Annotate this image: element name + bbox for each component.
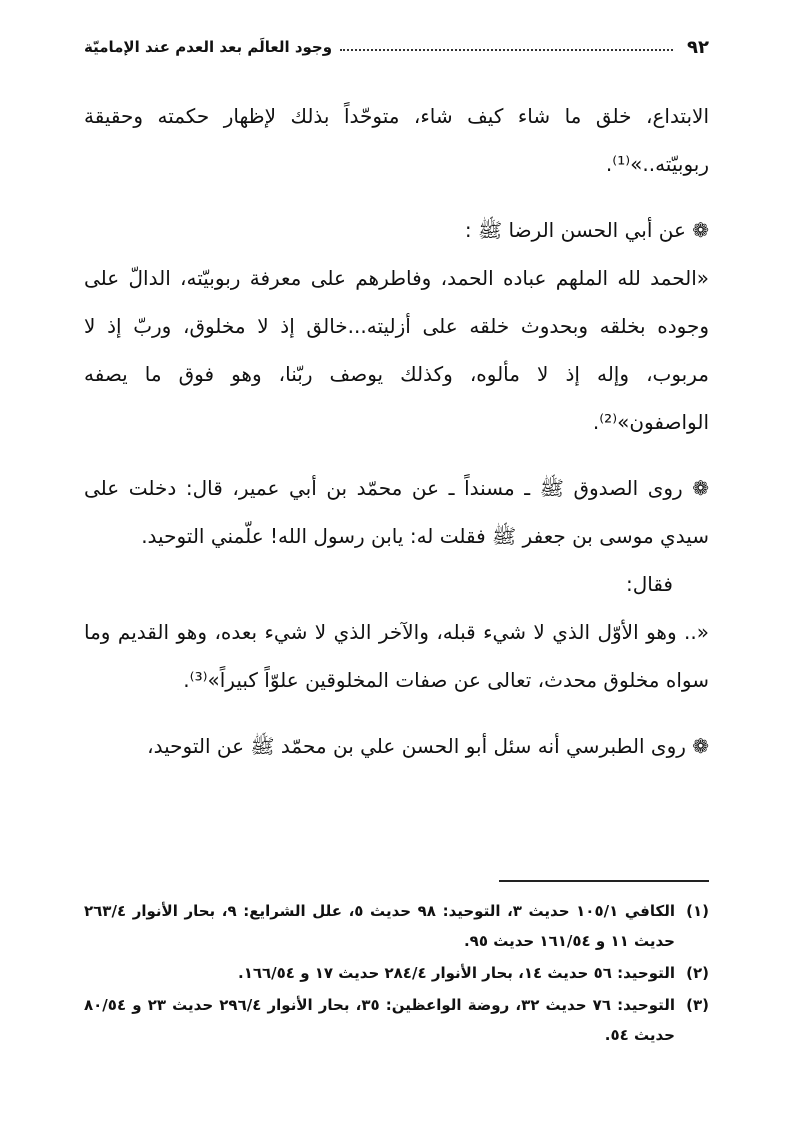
paragraph-continuation: الابتداع، خلق ما شاء كيف شاء، متوحّداً بذلك لإظهار حكمته وحقيقة ربوبيّته..»⁽¹⁾.	[84, 104, 709, 176]
quote-rida: «الحمد لله الملهم عباده الحمد، وفاطرهم على معرفة ربوبيّته، الدالّ على وجوده بخلقه وبحدوث خلقه على أزليته...خالق إذ لا مخلوق، وربّ إذ لا مربوب، وإله إذ لا مألوه، وكذلك يوصف ربّنا، وهو فوق ما يصفه الواصفون»⁽²⁾.	[84, 266, 709, 434]
footnote	[84, 896, 709, 956]
footnote-text: الكافي ١٠٥/١ حديث ٣، التوحيد: ٩٨ حديث ٥، علل الشرايع: ٩، بحار الأنوار ٢٦٣/٤ حديث ١١ و ١٦١/٥٤ حديث ٩٥.	[84, 902, 675, 950]
said-label: فقال:	[625, 572, 673, 596]
quote-musa: «.. وهو الأوّل الذي لا شيء قبله، والآخر الذي لا شيء بعده، وهو القديم وما سواه مخلوق محدث، تعالى عن صفات المخلوقين علوّاً كبيراً»⁽³⁾.	[84, 620, 709, 692]
footnote-separator	[499, 880, 709, 882]
running-header	[84, 32, 709, 62]
main-text	[84, 92, 709, 770]
footnote-number: (١)	[686, 902, 709, 920]
footnote-text: التوحيد: ٧٦ حديث ٣٢، روضة الواعظين: ٣٥، بحار الأنوار ٢٩٦/٤ حديث ٢٣ و ٨٠/٥٤ حديث ٥٤.	[84, 996, 676, 1044]
running-title: وجود العالَم بعد العدم عند الإماميّة	[84, 38, 333, 56]
footnote-number: (٢)	[686, 964, 709, 982]
page-number: ٩٢	[687, 36, 709, 58]
footnote	[84, 990, 709, 1050]
footnote-number: (٣)	[686, 996, 709, 1014]
narration-saduq: ❁ روى الصدوق ﷺ ـ مسنداً ـ عن محمّد بن أبي عمير، قال: دخلت على سيدي موسى بن جعفر ﷺ فقلت له: يابن رسول الله! علّمني التوحيد.	[84, 476, 709, 548]
footnote	[84, 958, 709, 988]
footnotes	[84, 896, 709, 1052]
footnote-text: التوحيد: ٥٦ حديث ١٤، بحار الأنوار ٢٨٤/٤ حديث ١٧ و ١٦٦/٥٤.	[238, 964, 675, 982]
header-leader-dots	[340, 49, 673, 51]
narration-heading-rida: ❁ عن أبي الحسن الرضا ﷺ :	[464, 218, 709, 242]
narration-tabarsi: ❁ روى الطبرسي أنه سئل أبو الحسن علي بن محمّد ﷺ عن التوحيد،	[147, 734, 709, 758]
